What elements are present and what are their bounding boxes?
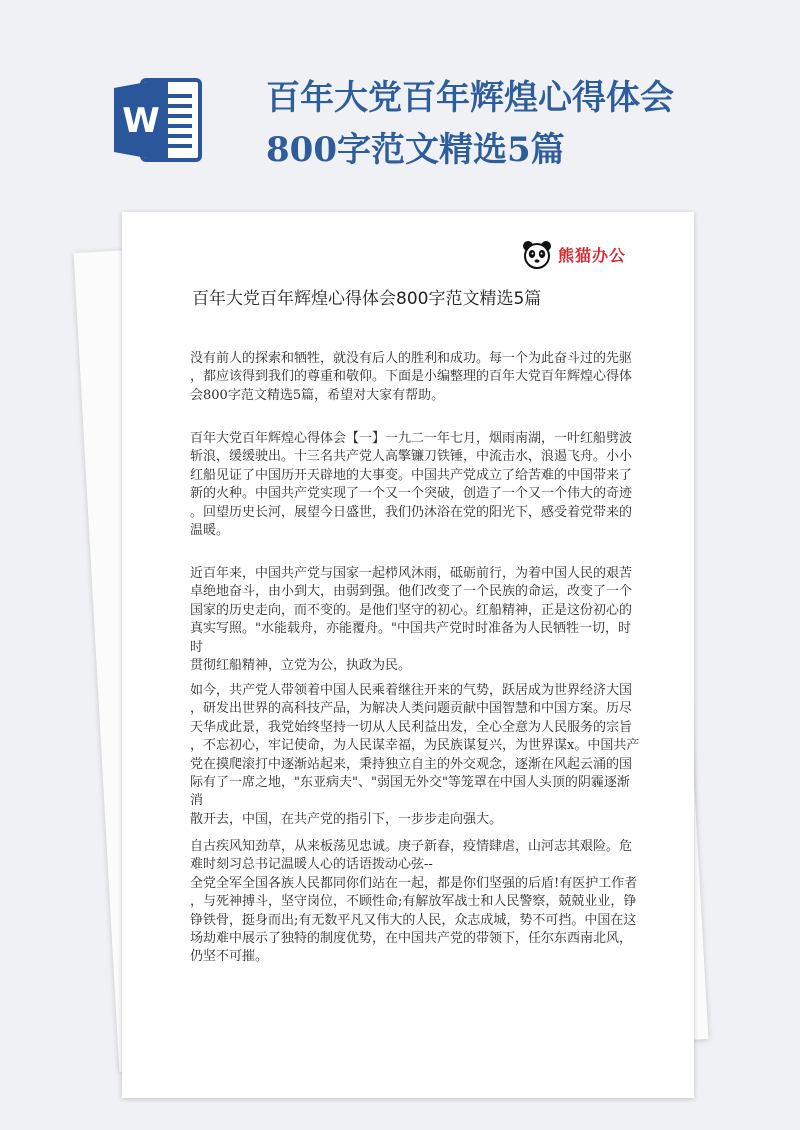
paragraph-4: 自古疾风知劲草，从来板荡见忠诚。庚子新春，疫情肆虐，山河志其艰险。危 难时刻习总书记温暖人心的话语拨动心弦-- 全党全军全国各族人民都同你们站在一起，都是你们坚强的后盾!有医护工作者 ，与死神搏斗，坚守岗位，不顾性命;有解放军战士和人民警察，兢兢业业，铮 铮铁骨，挺身而出;有无数平凡又伟大的人民，众志成城，势不可挡。中国在这 场劫难中展示了独特的制度优势，在中国共产党的带领下，任尔东西南北风， 仍坚不可摧。 bbox=[190, 839, 638, 965]
panda-icon bbox=[522, 240, 552, 270]
header bbox=[0, 0, 800, 210]
paragraph-1: 百年大党百年辉煌心得体会【一】一九二一年七月，烟雨南湖，一叶红船劈波 斩浪，缓缓驶出。十三名共产党人高擎镰刀铁锤，中流击水，浪遏飞舟。小小 红船见证了中国历开天辟地的大事变。中国共产党成立了给苦难的中国带来了 新的火种。中国共产党实现了一个又一个突破，创造了一个又一个伟大的奇迹 。回望历史长河，展望今日盛世，我们仍沐浴在党的阳光下，感受着党带来的 温暖。 bbox=[190, 431, 633, 539]
paragraph-intro: 没有前人的探索和牺牲，就没有后人的胜利和成功。每一个为此奋斗过的先驱 ，都应该得到我们的尊重和敬仰。下面是小编整理的百年大党百年辉煌心得体 会800字范文精选5篇，希望对大家有帮助。 bbox=[190, 351, 633, 403]
brand-name: 熊猫办公 bbox=[558, 246, 627, 265]
svg-text:W: W bbox=[122, 101, 160, 141]
document-page bbox=[122, 212, 694, 1098]
paragraph-3: 如今，共产党人带领着中国人民乘着继往开来的气势，跃居成为世界经济大国 ，研发出世界的高科技产品，为解决人类问题贡献中国智慧和中国方案。历尽 天华成此景，我党始终坚持一切从人民利益出发，全心全意为人民服务的宗旨 ，不忘初心，牢记使命，为人民谋幸福，为民族谋复兴，为世界谋x。中国共产 党在摸爬滚打中逐渐站起来，秉持独立自主的外交观念，逐渐在风起云涌的国 际有了一席之地，"东亚病夫"、"弱国无外交"等笼罩在中国人头顶的阴霾逐渐消 散开去，中国，在共产党的指引下，一步步走向强大。 bbox=[190, 683, 640, 827]
header-title: 百年大党百年辉煌心得体会800字范文精选5篇 bbox=[266, 78, 674, 170]
word-icon bbox=[112, 72, 204, 168]
document-title: 百年大党百年辉煌心得体会800字范文精选5篇 bbox=[192, 289, 542, 309]
paragraph-2: 近百年来，中国共产党与国家一起栉风沐雨，砥砺前行，为着中国人民的艰苦 卓绝地奋斗，由小到大，由弱到强。他们改变了一个民族的命运，改变了一个 国家的历史走向，而不变的。是他们坚守的初心。红船精神，正是这份初心的 真实写照。"水能载舟，亦能覆舟。"中国共产党时时准备为人民牺牲一切，时时 贯彻红船精神，立党为公，执政为民。 bbox=[190, 566, 633, 674]
